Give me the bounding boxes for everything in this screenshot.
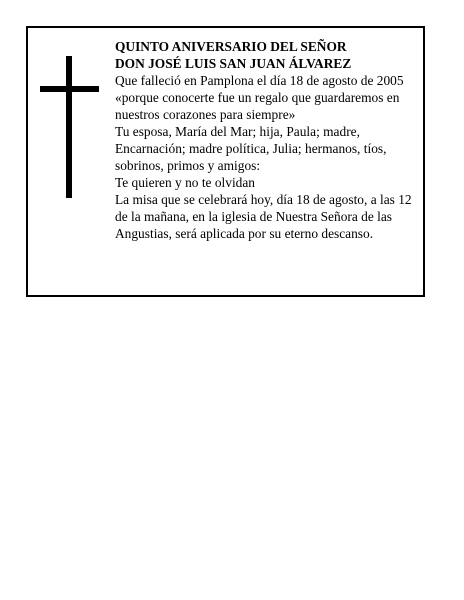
family-list: Tu esposa, María del Mar; hija, Paula; madre, Encarnación; madre política, Julia; hermanos, tíos, sobrinos, primos y amigos: <box>115 124 387 173</box>
memorial-quote: «porque conocerte fue un regalo que guardaremos en nuestros corazones para siempre» <box>115 90 400 122</box>
mass-announcement: La misa que se celebrará hoy, día 18 de agosto, a las 12 de la mañana, en la iglesia de Nuestra Señora de las Angustias, será aplicada por su eterno descanso. <box>115 192 412 241</box>
notice-content <box>115 38 420 242</box>
cross-vertical-bar <box>66 56 72 198</box>
death-info: Que falleció en Pamplona el día 18 de agosto de 2005 <box>115 73 404 88</box>
tribute-text: Te quieren y no te olvidan <box>115 175 255 190</box>
cross-icon <box>40 56 100 198</box>
notice-title-line-2: DON JOSÉ LUIS SAN JUAN ÁLVAREZ <box>115 56 352 71</box>
notice-title-line-1: QUINTO ANIVERSARIO DEL SEÑOR <box>115 39 347 54</box>
cross-horizontal-bar <box>40 86 99 92</box>
obituary-notice <box>26 26 425 297</box>
